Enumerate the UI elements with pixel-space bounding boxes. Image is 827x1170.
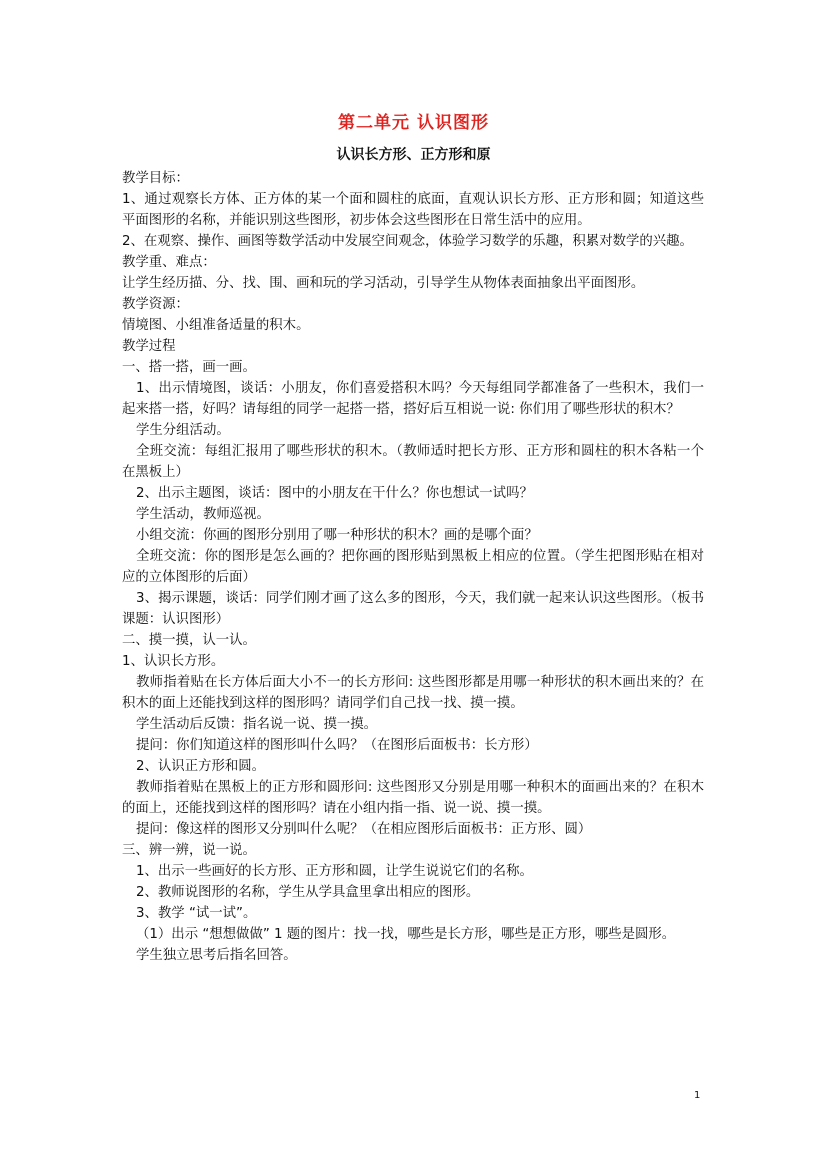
- paragraph: 2、教师说图形的名称，学生从学具盒里拿出相应的图形。: [136, 885, 480, 900]
- paragraph: 1、认识长方形。: [122, 654, 225, 669]
- paragraph: 1、出示情境图，谈话：小朋友，你们喜爱搭积木吗？今天每组同学都准备了一些积木，我们一起来搭一搭，好吗？请每组的同学一起搭一搭，搭好后互相说一说: 你们用了哪些形状的积木？: [122, 381, 704, 417]
- paragraph: 3、揭示课题，谈话：同学们刚才画了这么多的图形，今天，我们就一起来认识这些图形。（板书课题：认识图形）: [122, 591, 704, 627]
- paragraph: 一、搭一搭，画一画。: [122, 360, 256, 375]
- paragraph: 教学资源：: [122, 297, 189, 312]
- paragraph: 让学生经历描、分、找、围、画和玩的学习活动，引导学生从物体表面抽象出平面图形。: [122, 276, 645, 291]
- paragraph: 全班交流：每组汇报用了哪些形状的积木。（教师适时把长方形、正方形和圆柱的积木各粘一个在黑板上）: [122, 444, 704, 480]
- page-number: 1: [694, 1090, 701, 1101]
- paragraph: 3、教学 “试一试”。: [136, 906, 257, 921]
- paragraph: 提问：你们知道这样的图形叫什么吗？（在图形后面板书：长方形）: [136, 738, 538, 753]
- lesson-subtitle: 认识长方形、正方形和原: [336, 147, 491, 163]
- paragraph: 教学目标：: [122, 171, 189, 186]
- paragraph: 学生独立思考后指名回答。: [136, 948, 297, 963]
- paragraph: 小组交流：你画的图形分别用了哪一种形状的积木？画的是哪个面？: [136, 528, 538, 543]
- paragraph: （1）出示 “想想做做” 1 题的图片：找一找，哪些是长方形，哪些是正方形，哪些是圆形。: [136, 927, 676, 942]
- paragraph: 二、摸一摸，认一认。: [122, 633, 256, 648]
- paragraph: 教学重、难点：: [122, 255, 216, 270]
- paragraph: 情境图、小组准备适量的积木。: [122, 318, 310, 333]
- paragraph: 全班交流：你的图形是怎么画的？把你画的图形贴到黑板上相应的位置。（学生把图形贴在相对应的立体图形的后面）: [122, 549, 704, 585]
- paragraph: 学生分组活动。: [136, 423, 230, 438]
- paragraph: 三、辨一辨，说一说。: [122, 843, 256, 858]
- paragraph: 学生活动，教师巡视。: [136, 507, 270, 522]
- paragraph: 2、认识正方形和圆。: [136, 759, 266, 774]
- lesson-body: [122, 168, 704, 966]
- unit-title: 第二单元 认识图形: [338, 113, 489, 133]
- paragraph: 教学过程: [122, 339, 176, 354]
- paragraph: 2、在观察、操作、画图等数学活动中发展空间观念，体验学习数学的乐趣，积累对数学的兴趣。: [122, 234, 693, 249]
- paragraph: 学生活动后反馈：指名说一说、摸一摸。: [136, 717, 378, 732]
- paragraph: 2、出示主题图，谈话：图中的小朋友在干什么？你也想试一试吗？: [136, 486, 533, 501]
- paragraph: 提问：像这样的图形又分别叫什么呢？（在相应图形后面板书：正方形、圆）: [136, 822, 592, 837]
- paragraph: 教师指着贴在黑板上的正方形和圆形问: 这些图形又分别是用哪一种积木的面画出来的？在积木的面上，还能找到这样的图形吗？请在小组内指一指、说一说、摸一摸。: [122, 780, 704, 816]
- paragraph: 1、通过观察长方体、正方体的某一个面和圆柱的底面，直观认识长方形、正方形和圆；知道这些平面图形的名称，并能识别这些图形，初步体会这些图形在日常生活中的应用。: [122, 192, 704, 228]
- paragraph: 教师指着贴在长方体后面大小不一的长方形问: 这些图形都是用哪一种形状的积木画出来的？在积木的面上还能找到这样的图形吗？请同学们自己找一找、摸一摸。: [122, 675, 704, 711]
- paragraph: 1、出示一些画好的长方形、正方形和圆，让学生说说它们的名称。: [136, 864, 533, 879]
